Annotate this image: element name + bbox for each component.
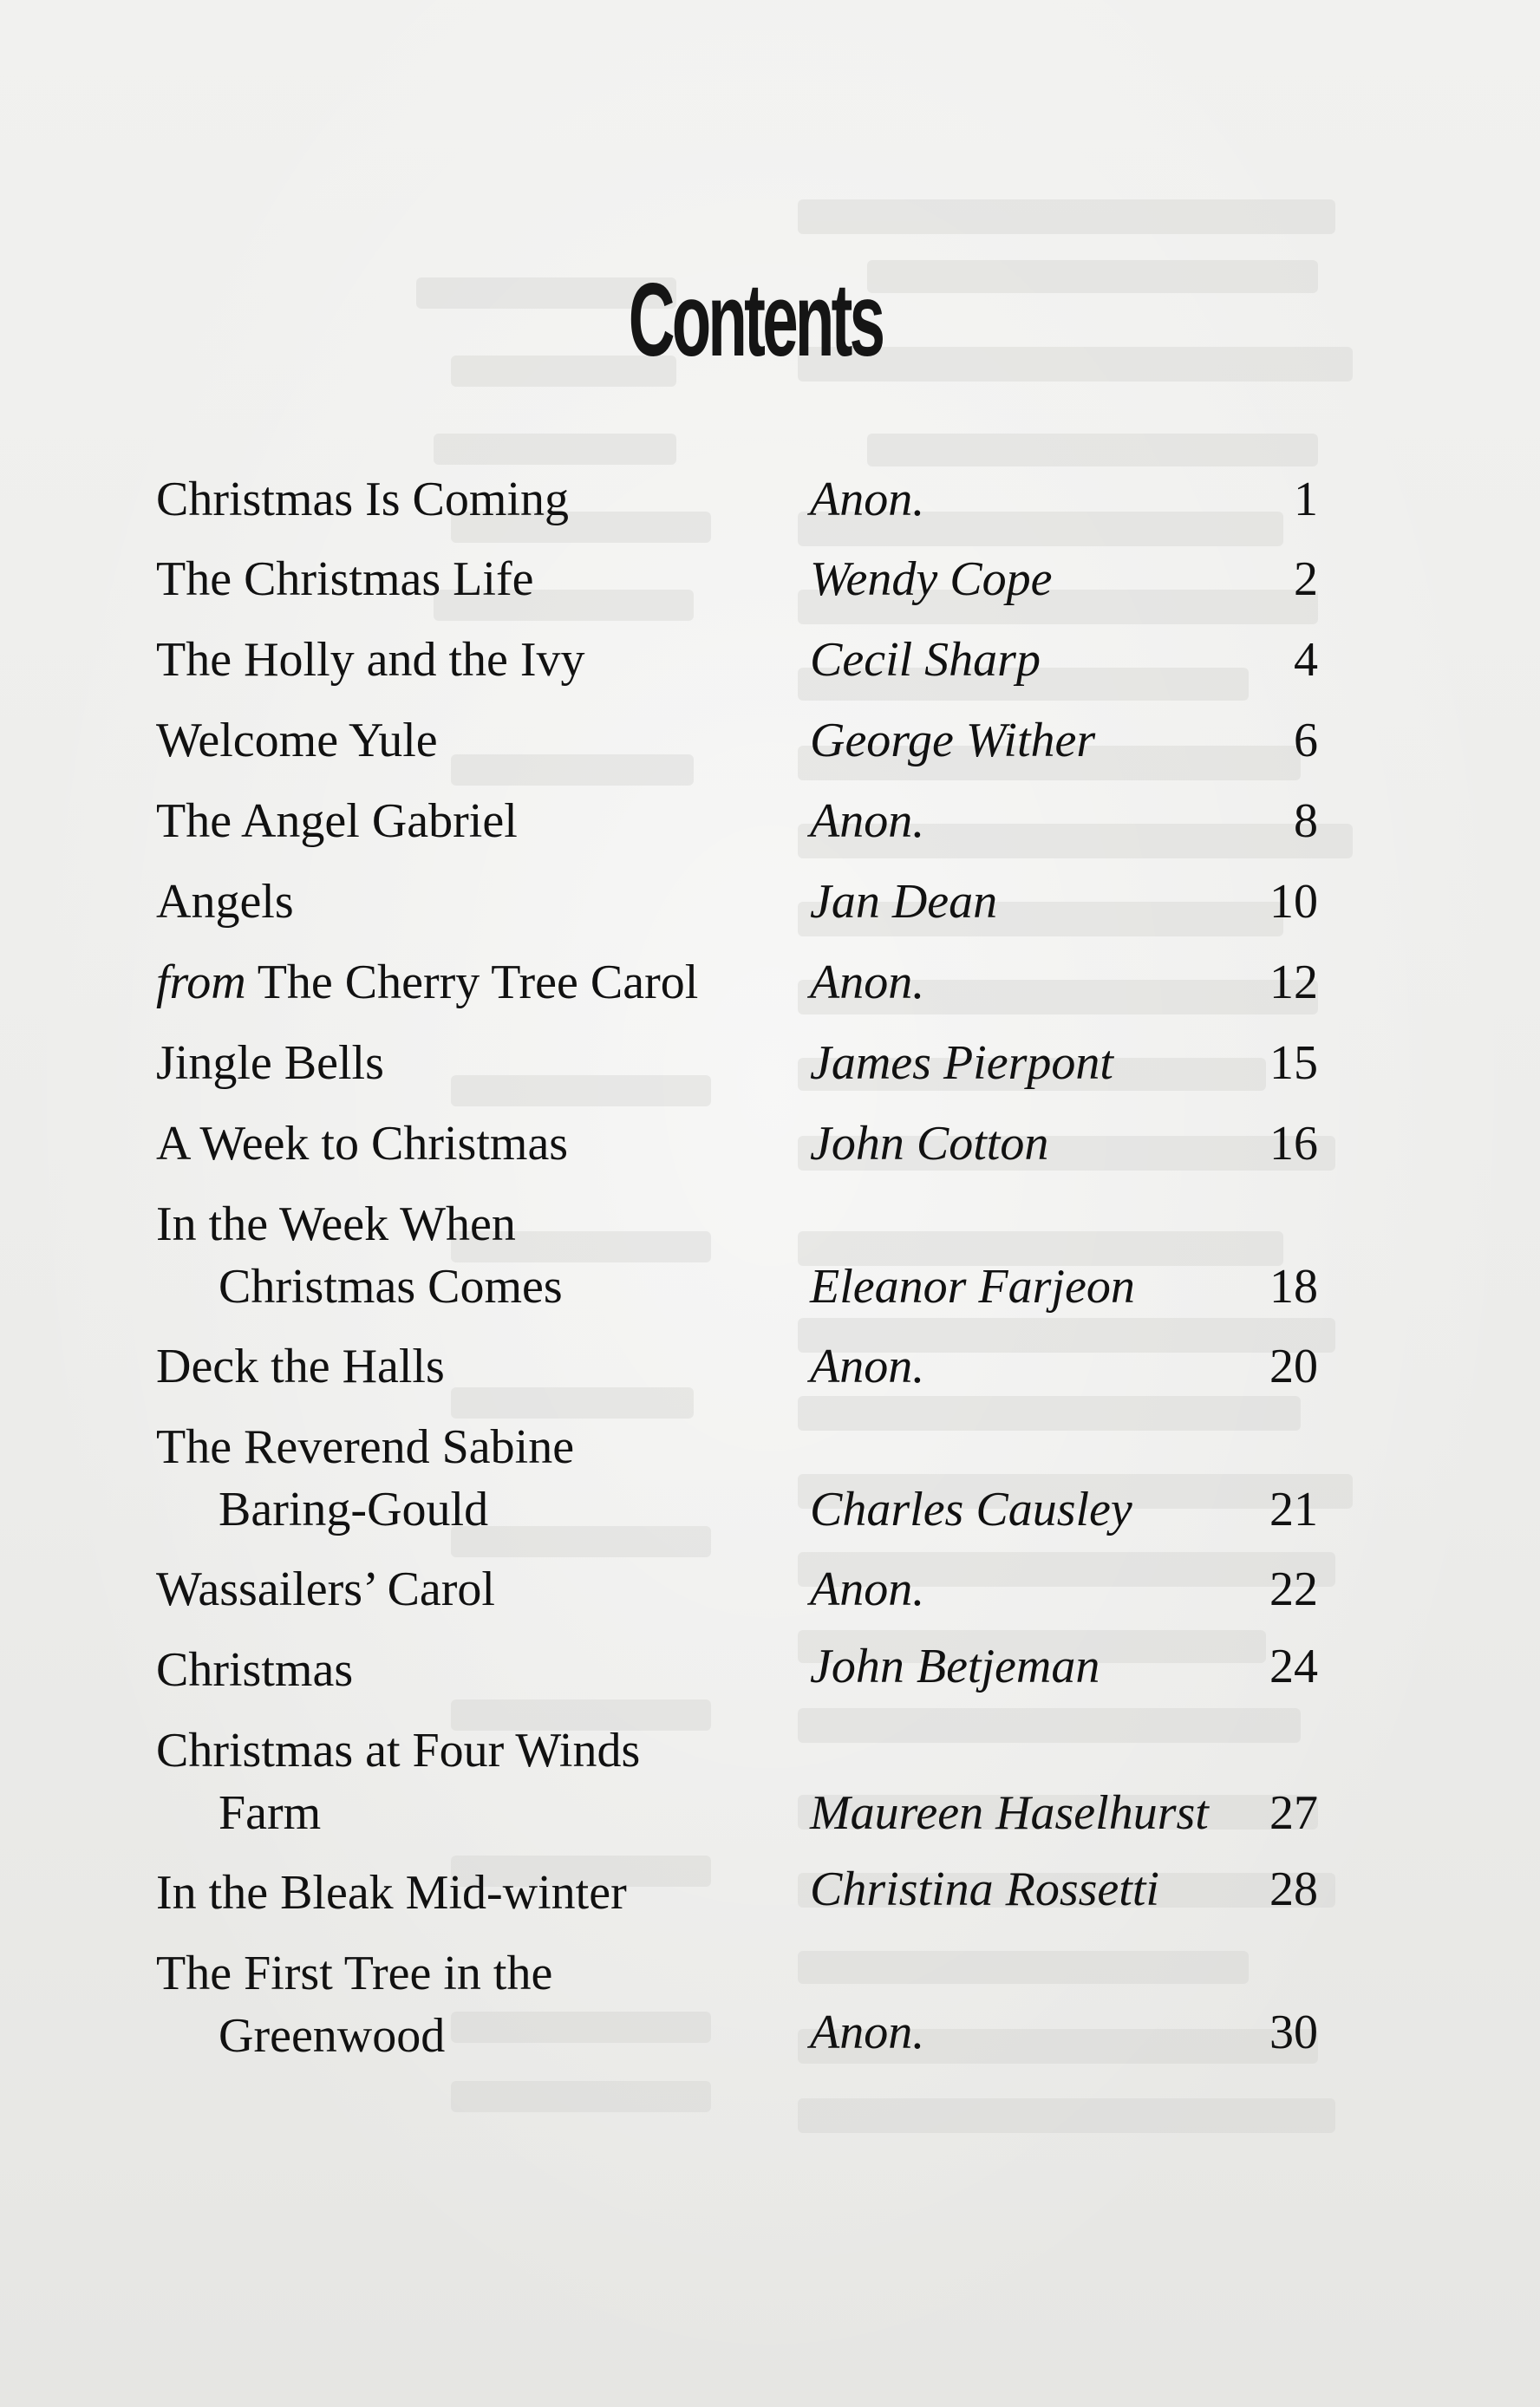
entry-page-number: 1 bbox=[1294, 473, 1318, 526]
entry-page-number: 18 bbox=[1269, 1260, 1318, 1314]
entry-title: In the Bleak Mid-winter bbox=[156, 1866, 627, 1920]
entry-page-number: 21 bbox=[1269, 1483, 1318, 1536]
entry-title: Deck the Halls bbox=[156, 1340, 445, 1393]
entry-title-line1: Christmas at Four Winds bbox=[156, 1724, 641, 1778]
entry-title: Angels bbox=[156, 875, 294, 929]
entry-page-number: 27 bbox=[1269, 1786, 1318, 1840]
entry-author: Anon. bbox=[810, 1562, 925, 1616]
entry-title-line2: Greenwood bbox=[219, 2009, 446, 2063]
entry-author: George Wither bbox=[810, 714, 1096, 767]
entry-title-wrapper bbox=[156, 1719, 640, 1844]
entry-title: Christmas bbox=[156, 1643, 354, 1697]
entry-author: Anon. bbox=[810, 2006, 925, 2059]
entry-author: Charles Causley bbox=[810, 1483, 1132, 1536]
entry-page-number: 20 bbox=[1269, 1340, 1318, 1393]
entry-author: Eleanor Farjeon bbox=[810, 1260, 1135, 1314]
page-title: Contents bbox=[628, 262, 883, 378]
entry-author: Wendy Cope bbox=[810, 552, 1053, 606]
entry-title-line1: The Reverend Sabine bbox=[156, 1420, 575, 1474]
entry-title-prefix: from bbox=[156, 956, 246, 1009]
entry-page-number: 28 bbox=[1269, 1862, 1318, 1916]
entry-page-number: 4 bbox=[1294, 633, 1318, 687]
entry-title: Welcome Yule bbox=[156, 714, 438, 767]
entry-title-line2: Christmas Comes bbox=[219, 1260, 563, 1314]
entry-title-line2: Baring-Gould bbox=[219, 1483, 489, 1536]
entry-title-wrapper bbox=[156, 1193, 563, 1318]
entry-title: The Christmas Life bbox=[156, 552, 534, 606]
entry-page-number: 12 bbox=[1269, 956, 1318, 1009]
entry-author: Anon. bbox=[810, 1340, 925, 1393]
entry-page-number: 15 bbox=[1269, 1036, 1318, 1090]
entry-title-line1: The First Tree in the bbox=[156, 1947, 553, 2000]
entry-page-number: 6 bbox=[1294, 714, 1318, 767]
entry-author: Anon. bbox=[810, 473, 925, 526]
entry-title: The Angel Gabriel bbox=[156, 794, 518, 848]
entry-author: James Pierpont bbox=[810, 1036, 1113, 1090]
entry-page-number: 10 bbox=[1269, 875, 1318, 929]
entry-title: The Cherry Tree Carol bbox=[257, 956, 699, 1009]
entry-page-number: 16 bbox=[1269, 1117, 1318, 1171]
entry-author: Maureen Haselhurst bbox=[810, 1786, 1209, 1840]
entry-title: Jingle Bells bbox=[156, 1036, 384, 1090]
entry-title: Wassailers’ Carol bbox=[156, 1562, 495, 1616]
entry-author: Jan Dean bbox=[810, 875, 998, 929]
entry-author: Anon. bbox=[810, 794, 925, 848]
entry-author: John Betjeman bbox=[810, 1640, 1100, 1693]
entry-page-number: 8 bbox=[1294, 794, 1318, 848]
entry-title-line1: In the Week When bbox=[156, 1197, 516, 1251]
entry-title-line2: Farm bbox=[219, 1786, 322, 1840]
entry-page-number: 30 bbox=[1269, 2006, 1318, 2059]
entry-author: Christina Rossetti bbox=[810, 1862, 1159, 1916]
entry-page-number: 22 bbox=[1269, 1562, 1318, 1616]
entry-title: The Holly and the Ivy bbox=[156, 633, 585, 687]
entry-title-wrapper bbox=[156, 951, 698, 1014]
entry-title: A Week to Christmas bbox=[156, 1117, 569, 1171]
entry-page-number: 24 bbox=[1269, 1640, 1318, 1693]
entry-title: Christmas Is Coming bbox=[156, 473, 570, 526]
entry-author: Anon. bbox=[810, 956, 925, 1009]
entry-author: Cecil Sharp bbox=[810, 633, 1041, 687]
entry-title-wrapper bbox=[156, 1416, 574, 1541]
entry-title-wrapper bbox=[156, 1942, 552, 2067]
entry-page-number: 2 bbox=[1294, 552, 1318, 606]
entry-author: John Cotton bbox=[810, 1117, 1049, 1171]
